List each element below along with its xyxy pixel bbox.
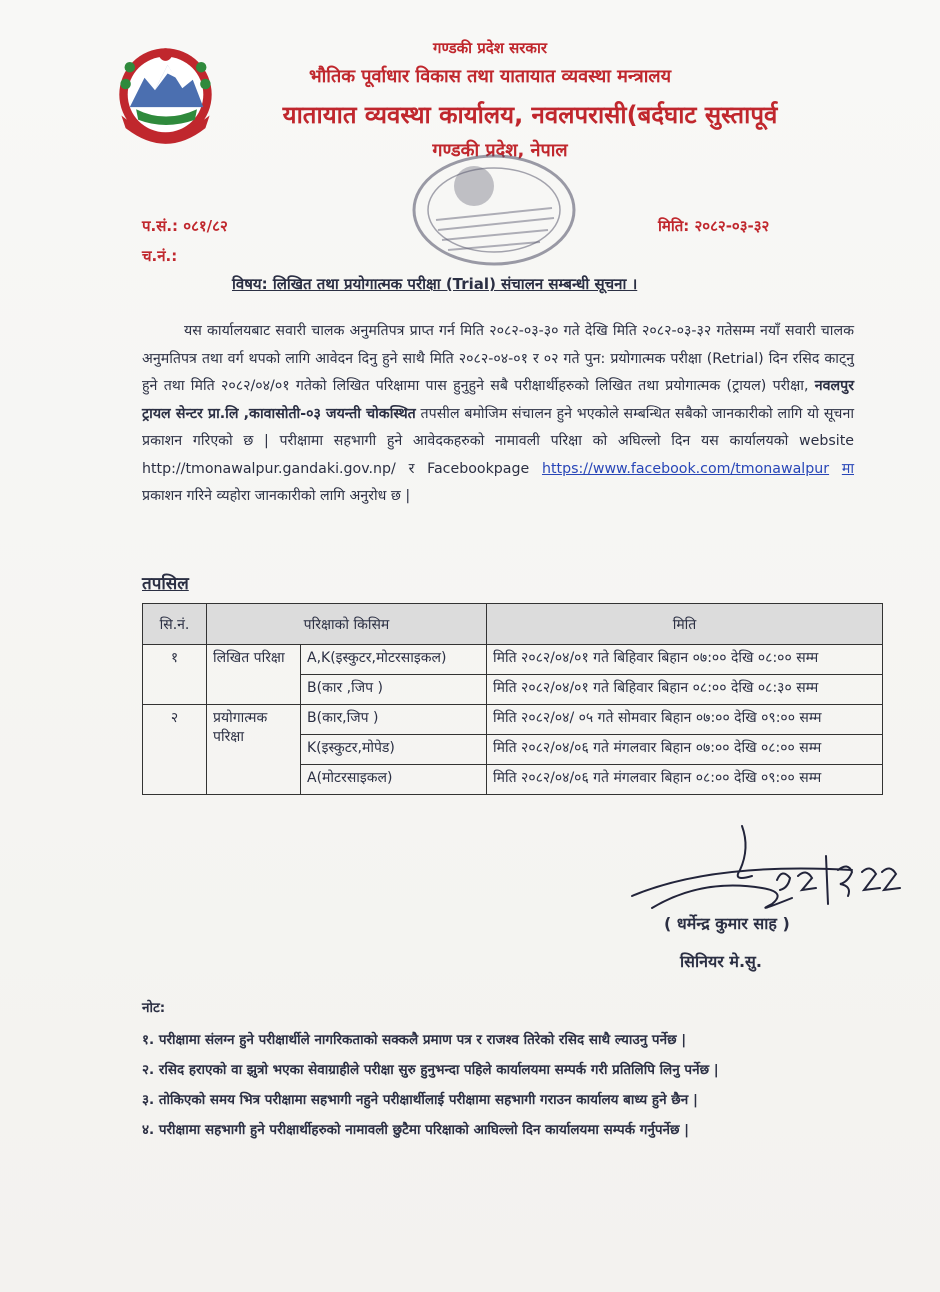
category-cell: B(कार,जिप ): [301, 705, 487, 735]
notes-title: नोट:: [142, 1000, 166, 1016]
signatory-name: ( धर्मेन्द्र कुमार साह ): [664, 914, 790, 933]
header-ministry: भौतिक पूर्वाधार विकास तथा यातायात व्यवस्था मन्त्रालय: [308, 66, 672, 87]
reference-number: प.सं.: ०८१/८२: [142, 217, 228, 235]
header-office: यातायात व्यवस्था कार्यालय, नवलपरासी(बर्दघाट सुस्तापूर्व: [282, 101, 778, 129]
dispatch-number: च.नं.:: [142, 247, 178, 265]
notes-section: [142, 998, 719, 1150]
notice-date: मिति: २०८२-०३-३२: [658, 217, 770, 235]
note-item: ३. तोकिएको समय भित्र परीक्षामा सहभागी नहुने परीक्षार्थीलाई परीक्षामा सहभागी गराउन कार्यालय बाध्य हुने छैन |: [142, 1092, 698, 1108]
handwritten-signature: [612, 818, 912, 918]
notice-body: [142, 318, 854, 511]
exam-schedule-table: [142, 603, 883, 795]
date-cell: मिति २०८२/०४/ ०५ गते सोमवार बिहान ०७:०० देखि ०९:०० सम्म: [487, 705, 883, 735]
serial-cell: २: [143, 705, 207, 795]
body-text-end: प्रकाशन गरिने व्यहोरा जानकारीको लागि अनुरोध छ |: [142, 488, 411, 504]
office-stamp-seal: [408, 150, 580, 272]
trial-center-location: नवलपुर ट्रायल सेन्टर प्रा.लि ,कावासोती-०३ जयन्ती चोकस्थित: [142, 378, 854, 422]
date-cell: मिति २०८२/०४/०६ गते मंगलवार बिहान ०७:०० देखि ०८:०० सम्म: [487, 735, 883, 765]
header-serial: सि.नं.: [143, 604, 207, 645]
table-row: [143, 645, 883, 675]
exam-type-cell: लिखित परिक्षा: [207, 645, 301, 705]
header-province-government: गण्डकी प्रदेश सरकार: [433, 39, 547, 57]
body-text: यस कार्यालयबाट सवारी चालक अनुमतिपत्र प्राप्त गर्न मिति २०८२-०३-३० गते देखि मिति २०८२-०३-३२ गतेसम्म नयाँ सवारी चालक अनुमतिपत्र तथा वर्ग थपको लागि आवेदन दिनु हुने साथै मिति २०८२-०४-०१ र ०२ गते पुन: प्रयोगात्मक परीक्षा (Retrial) दिन रसिद काट्नु हुने तथा मिति २०८२/०४/०१ गतेको लिखित परिक्षामा पास हुनुहुने सबै परीक्षार्थीहरुको लिखित तथा प्रयोगात्मक (ट्रायल) परीक्षा,: [142, 323, 854, 394]
table-row: [143, 705, 883, 735]
facebook-link[interactable]: https://www.facebook.com/tmonawalpur: [541, 460, 830, 477]
table-header-row: [143, 604, 883, 645]
category-cell: A(मोटरसाइकल): [301, 765, 487, 795]
note-item: २. रसिद हराएको वा झुत्रो भएका सेवाग्राहीले परीक्षा सुरु हुनुभन्दा पहिले कार्यालयमा सम्पर्क गरी प्रतिलिपि लिनु पर्नेछ |: [142, 1062, 719, 1078]
note-item: १. परीक्षामा संलग्न हुने परीक्षार्थीले नागरिकताको सक्कलै प्रमाण पत्र र राजश्व तिरेको रसिद साथै ल्याउनु पर्नेछ |: [142, 1032, 687, 1048]
serial-cell: १: [143, 645, 207, 705]
exam-type-cell: प्रयोगात्मक परिक्षा: [207, 705, 301, 795]
facebook-link-suffix[interactable]: मा: [841, 460, 855, 477]
header-exam-type: परिक्षाको किसिम: [207, 604, 487, 645]
date-cell: मिति २०८२/०४/०६ गते मंगलवार बिहान ०८:०० देखि ०९:०० सम्म: [487, 765, 883, 795]
category-cell: B(कार ,जिप ): [301, 675, 487, 705]
category-cell: A,K(इस्कुटर,मोटरसाइकल): [301, 645, 487, 675]
note-item: ४. परीक्षामा सहभागी हुने परीक्षार्थीहरुको नामावली छुटैमा परिक्षाको आघिल्लो दिन कार्यालयमा सम्पर्क गर्नुपर्नेछ |: [142, 1122, 690, 1138]
signatory-designation: सिनियर मे.सु.: [680, 952, 762, 971]
schedule-heading: तपसिल: [142, 574, 189, 594]
notice-subject: विषय: लिखित तथा प्रयोगात्मक परीक्षा (Trial) संचालन सम्बन्धी सूचना ।: [232, 275, 638, 293]
header-province-nepal: गण्डकी प्रदेश, नेपाल: [432, 140, 568, 161]
date-cell: मिति २०८२/०४/०१ गते बिहिवार बिहान ०८:०० देखि ०८:३० सम्म: [487, 675, 883, 705]
category-cell: K(इस्कुटर,मोपेड): [301, 735, 487, 765]
header-date: मिति: [487, 604, 883, 645]
body-text-continued: तपसील बमोजिम संचालन हुने भएकोले सम्बन्धित सबैको जानकारीको लागि यो सूचना प्रकाशन गरिएको छ | परीक्षामा सहभागी हुने आवेदकहरुको नामावली परिक्षा को अघिल्लो दिन यस कार्यालयको website http://tmonawalpur.gandaki.gov.np/ र Facebookpage: [142, 405, 854, 477]
date-cell: मिति २०८२/०४/०१ गते बिहिवार बिहान ०७:०० देखि ०८:०० सम्म: [487, 645, 883, 675]
